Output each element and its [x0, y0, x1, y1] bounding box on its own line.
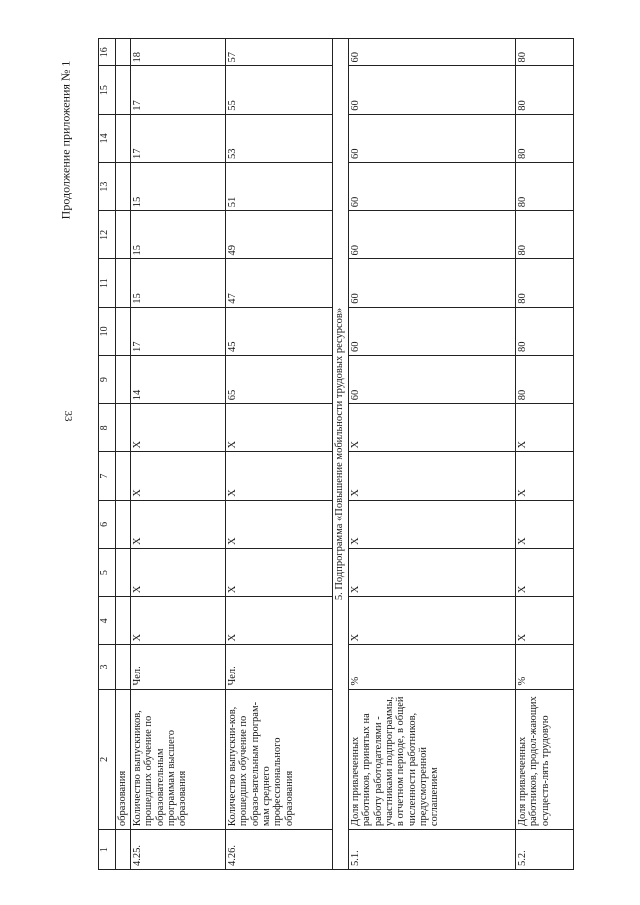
unit-cell: %: [516, 645, 574, 689]
row-number-cell: 5.2.: [516, 830, 574, 870]
table-cell: [116, 830, 131, 870]
value-cell: X: [516, 548, 574, 596]
value-cell: 80: [516, 39, 574, 66]
table-cell: [116, 162, 131, 210]
indicator-name-cell: Доля привлеченных работников, продол-жающих осуществ-лять трудовую: [516, 689, 574, 830]
unit-cell: Чел.: [131, 645, 226, 689]
table-cell: образования: [116, 689, 131, 830]
value-cell: X: [131, 597, 226, 645]
value-cell: 80: [516, 259, 574, 307]
value-cell: 65: [226, 355, 333, 403]
value-cell: 57: [226, 39, 333, 66]
value-cell: X: [131, 500, 226, 548]
header-cell: 7: [99, 452, 116, 500]
header-cell: 6: [99, 500, 116, 548]
value-cell: 60: [349, 114, 516, 162]
unit-cell: Чел.: [226, 645, 333, 689]
value-cell: 80: [516, 355, 574, 403]
value-cell: 17: [131, 114, 226, 162]
value-cell: 60: [349, 211, 516, 259]
table-cell: [116, 548, 131, 596]
table-cell: [116, 404, 131, 452]
header-cell: 15: [99, 66, 116, 114]
table-row: [349, 39, 516, 870]
value-cell: X: [516, 500, 574, 548]
value-cell: X: [226, 548, 333, 596]
value-cell: X: [516, 597, 574, 645]
header-cell: 3: [99, 645, 116, 689]
table-row: [516, 39, 574, 870]
value-cell: X: [226, 597, 333, 645]
value-cell: 60: [349, 355, 516, 403]
rotated-table-container: [98, 38, 574, 870]
header-cell: 14: [99, 114, 116, 162]
value-cell: 60: [349, 162, 516, 210]
header-cell: 5: [99, 548, 116, 596]
value-cell: X: [349, 548, 516, 596]
value-cell: X: [516, 404, 574, 452]
header-cell: 16: [99, 39, 116, 66]
value-cell: X: [516, 452, 574, 500]
value-cell: X: [226, 500, 333, 548]
value-cell: X: [131, 452, 226, 500]
value-cell: 14: [131, 355, 226, 403]
value-cell: X: [349, 404, 516, 452]
value-cell: 15: [131, 162, 226, 210]
header-cell: 12: [99, 211, 116, 259]
header-cell: 13: [99, 162, 116, 210]
indicator-name-cell: Количество выпускни-ков, прошедших обучение по образо-вательным програм-мам среднего профессионального образования: [226, 689, 333, 830]
row-number-cell: 4.25.: [131, 830, 226, 870]
header-cell: 2: [99, 689, 116, 830]
value-cell: X: [226, 452, 333, 500]
table-cell: [116, 452, 131, 500]
value-cell: 60: [349, 259, 516, 307]
value-cell: 15: [131, 259, 226, 307]
table-cell: [116, 114, 131, 162]
value-cell: 80: [516, 66, 574, 114]
table-cell: [116, 259, 131, 307]
table-cell: [116, 66, 131, 114]
continuation-label: Продолжение приложения № 1: [58, 60, 73, 220]
indicator-name-cell: Доля привлеченных работников, принятых на работу работодателями - участниками подпрограммы, в отчетном периоде, в общей численности работников, предусмотренной соглашением: [349, 689, 516, 830]
value-cell: 53: [226, 114, 333, 162]
value-cell: 17: [131, 307, 226, 355]
value-cell: 15: [131, 211, 226, 259]
table-row: [116, 39, 131, 870]
table-cell: [116, 597, 131, 645]
value-cell: 60: [349, 307, 516, 355]
table-cell: [116, 500, 131, 548]
value-cell: 60: [349, 66, 516, 114]
table-cell: [116, 307, 131, 355]
indicator-name-cell: Количество выпускников, прошедших обучение по образовательным программам высшего образования: [131, 689, 226, 830]
row-number-cell: 4.26.: [226, 830, 333, 870]
value-cell: 80: [516, 307, 574, 355]
section-title: 5. Подпрограмма «Повышение мобильности трудовых ресурсов»: [333, 39, 349, 870]
table-cell: [116, 355, 131, 403]
value-cell: 60: [349, 39, 516, 66]
header-cell: 8: [99, 404, 116, 452]
section-row: [333, 39, 349, 870]
value-cell: X: [349, 500, 516, 548]
data-table: [98, 38, 574, 870]
value-cell: X: [226, 404, 333, 452]
value-cell: 80: [516, 114, 574, 162]
header-cell: 1: [99, 830, 116, 870]
value-cell: 49: [226, 211, 333, 259]
value-cell: 18: [131, 39, 226, 66]
value-cell: X: [349, 452, 516, 500]
header-cell: 4: [99, 597, 116, 645]
value-cell: 55: [226, 66, 333, 114]
value-cell: 51: [226, 162, 333, 210]
value-cell: 17: [131, 66, 226, 114]
value-cell: 47: [226, 259, 333, 307]
table-row: [226, 39, 333, 870]
table-header-row: [99, 39, 116, 870]
value-cell: X: [349, 597, 516, 645]
table-cell: [116, 39, 131, 66]
table-row: [131, 39, 226, 870]
row-number-cell: 5.1.: [349, 830, 516, 870]
header-cell: 9: [99, 355, 116, 403]
table-cell: [116, 645, 131, 689]
value-cell: 80: [516, 211, 574, 259]
value-cell: X: [131, 404, 226, 452]
unit-cell: %: [349, 645, 516, 689]
header-cell: 11: [99, 259, 116, 307]
value-cell: 80: [516, 162, 574, 210]
header-cell: 10: [99, 307, 116, 355]
table-cell: [116, 211, 131, 259]
value-cell: 45: [226, 307, 333, 355]
page-number: 33: [62, 410, 74, 422]
value-cell: X: [131, 548, 226, 596]
